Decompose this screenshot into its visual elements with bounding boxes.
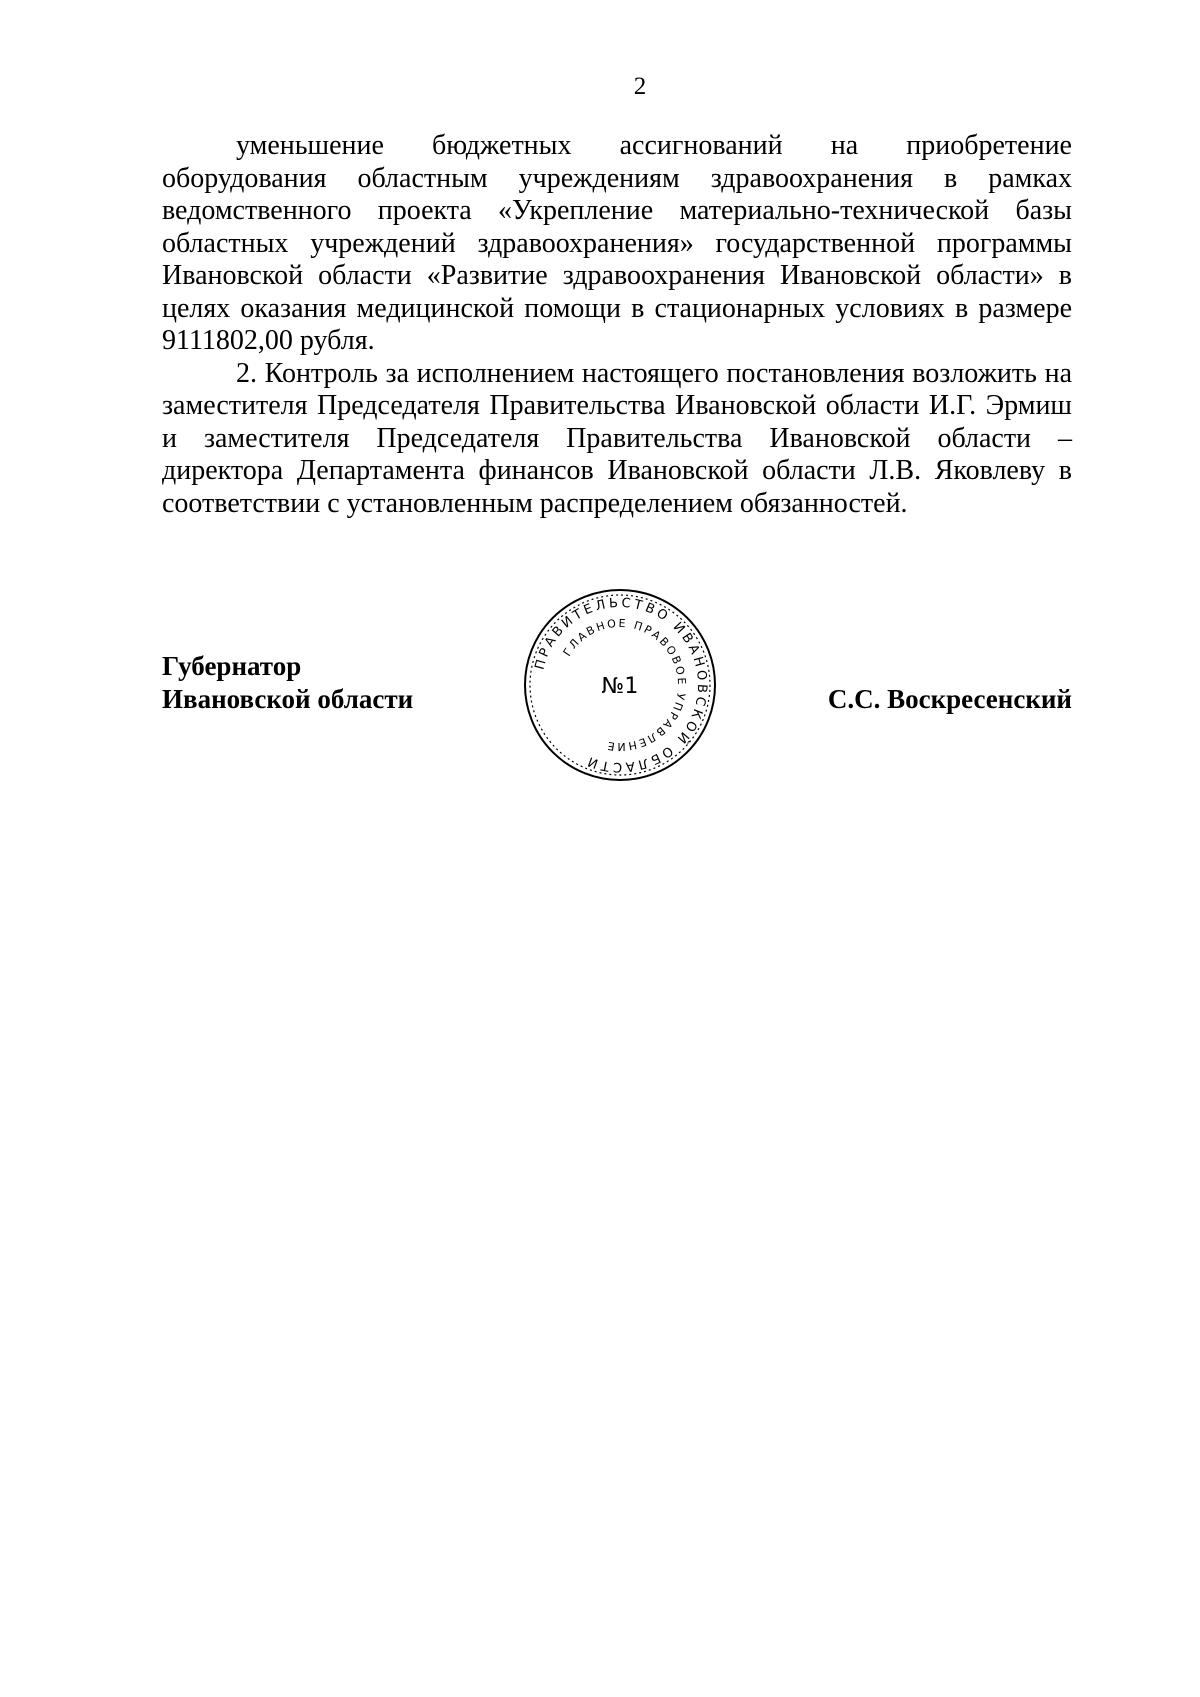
paragraph-control-clause: 2. Контроль за исполнением настоящего постановления возложить на заместителя Председателя Правительства Ивановской области И.Г. Эрмиш и заместителя Председателя Правительства Ивановской области – директора Департамента финансов Ивановской области Л.В. Яковлеву в соответствии с установленным распределением обязанностей. [162,357,1072,519]
seal-center-number: №1 [601,674,639,699]
page-number: 2 [633,73,647,100]
signer-name: С.С. Воскресенский [827,684,1072,714]
signer-title-line2: Ивановской области [162,684,414,714]
seal-ring-text: ПРАВИТЕЛЬСТВО ИВАНОВСКОЙ ОБЛАСТИ [532,595,710,775]
official-seal [520,585,720,785]
paragraph-budget-reduction: уменьшение бюджетных ассигнований на приобретение оборудования областным учреждениям здравоохранения в рамках ведомственного проекта «Укрепление материально-технической базы областных учреждений здравоохранения» государственной программы Ивановской области «Развитие здравоохранения Ивановской области» в целях оказания медицинской помощи в стационарных условиях в размере 9111802,00 рубля. [162,130,1072,356]
document-body [162,130,1072,520]
seal-inner-ring-text: ГЛАВНОЕ ПРАВОВОЕ УПРАВЛЕНИЕ [560,616,689,754]
signer-title-line1: Губернатор [162,651,302,681]
signer-title [162,650,413,716]
